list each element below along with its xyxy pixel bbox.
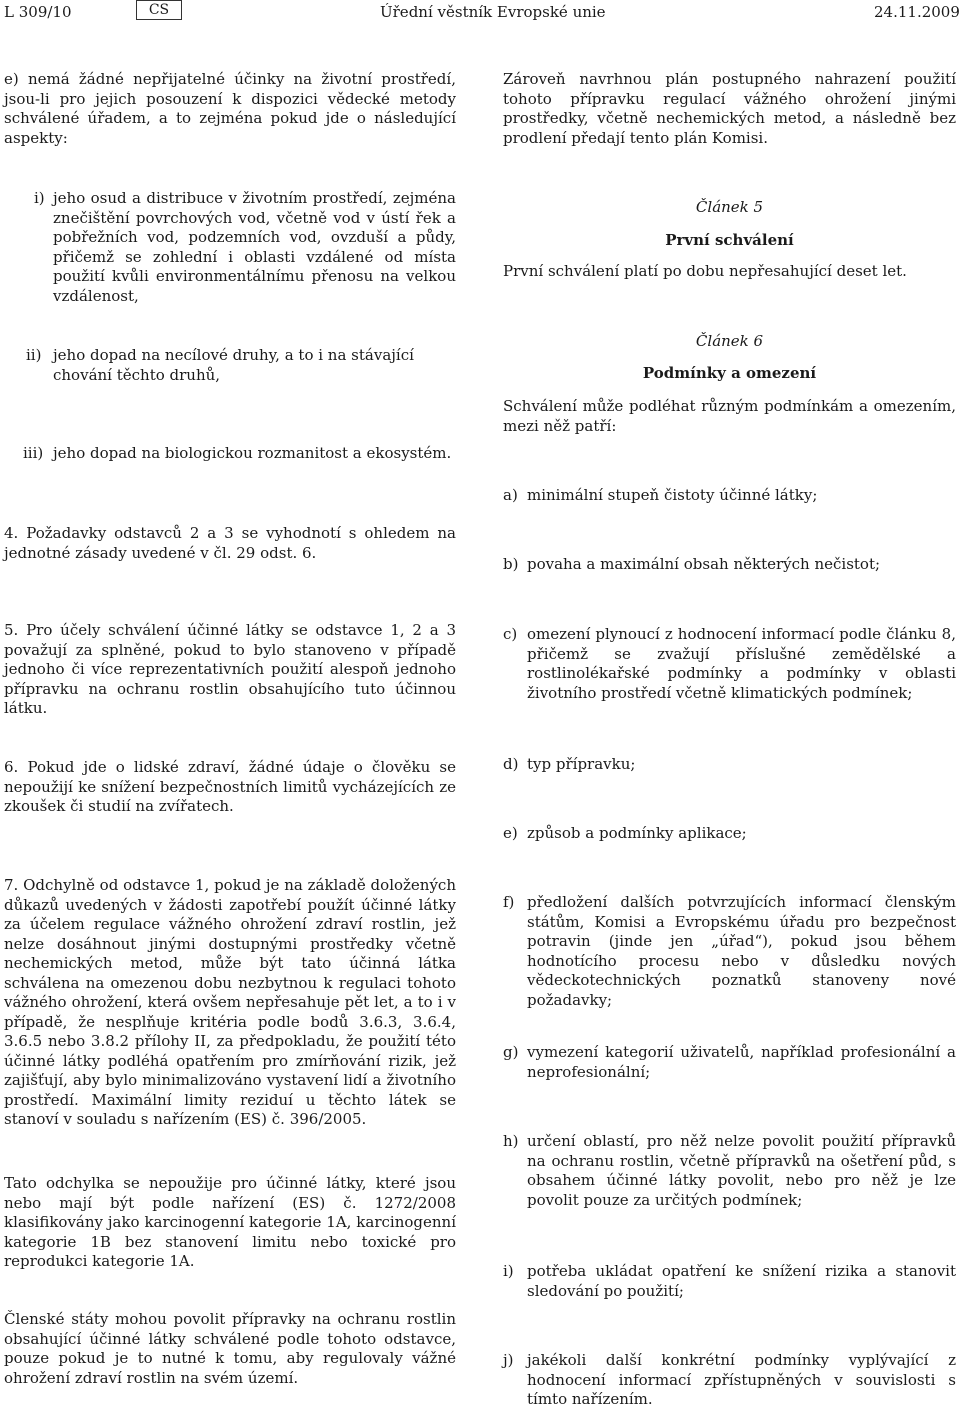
item-f-text: předložení dalších potvrzujících informací členským státům, Komisi a Evropskému úřadu pro bezpečnost potravin (jinde jen „úřad“), pokud jsou během hodnotícího procesu nebo v důsledku nových vědeckotechnických poznatků stanoveny nové požadavky; — [527, 893, 956, 1009]
subpoint-i-text: jeho osud a distribuce v životním prostředí, zejména znečištění povrchových vod, včetně vod v ústí řek a pobřežních vod, podzemních vod, ovzduší a půdy, přičemž se zohlední i oblasti vzdálené od místa použití kvůli environmentálnímu přenosu na velkou vzdálenost, — [53, 189, 456, 305]
subpoint-ii-text: jeho dopad na necílové druhy, a to i na stávající chování těchto druhů, — [53, 346, 414, 384]
article-6-number: Článek 6 — [695, 332, 764, 350]
item-b-text: povaha a maximální obsah některých nečistot; — [527, 555, 881, 573]
point-e-text: nemá žádné nepřijatelné účinky na životní prostředí, jsou-li pro jejich posouzení k dispozici vědecké metody schválené úřadem, a to zejména pokud jde o následující aspekty: — [4, 70, 456, 147]
item-b-label: b) — [503, 555, 519, 573]
item-c-label: c) — [503, 625, 518, 643]
right-intro: Zároveň navrhnou plán postupného nahrazení použití tohoto přípravku regulací vážného ohrožení jinými prostředky, včetně nechemických metod, a následně bez prodlení předají tento plán Komisi. — [503, 70, 956, 147]
subpoint-ii-label: ii) — [26, 346, 42, 364]
paragraph-6: 6. Pokud jde o lidské zdraví, žádné údaje o člověku se nepoužijí ke snížení bezpečnostních limitů vycházejících ze zkoušek či studií na zvířatech. — [4, 758, 456, 815]
page-reference: L 309/10 — [4, 3, 72, 21]
item-h-label: h) — [503, 1132, 519, 1150]
journal-title: Úřední věstník Evropské unie — [380, 3, 606, 21]
item-h-text: určení oblastí, pro něž nelze povolit použití přípravků na ochranu rostlin, včetně přípravků na ošetření půd, s obsahem účinné látky povolit, nebo pro něž je lze povolit pouze za určitých podmínek; — [527, 1132, 956, 1209]
article-6-title: Podmínky a omezení — [642, 364, 817, 382]
paragraph-7: 7. Odchylně od odstavce 1, pokud je na základě doložených důkazů uvedených v žádosti zapotřebí použít účinné látky za účelem regulace vážného ohrožení zdraví rostlin, jež nelze dosáhnout jinými dostupnými prostředky včetně nechemických metod, může být tato účinná látka schválena na omezenou dobu nezbytnou k regulaci tohoto vážného ohrožení, která ovšem nepřesahuje pět let, a to i v případě, že nesplňuje kritéria podle bodů 3.6.3, 3.6.4, 3.6.5 nebo 3.8.2 přílohy II, za předpokladu, že použití této účinné látky podléhá opatřením pro zmírňování rizik, jež zajišťují, aby bylo minimalizováno vystavení lidí a životního prostředí. Maximální limity reziduí u těchto látek se stanoví v souladu s nařízením (ES) č. 396/2005. — [4, 876, 456, 1128]
item-d-label: d) — [503, 755, 519, 773]
item-d-text: typ přípravku; — [527, 755, 636, 773]
item-g-label: g) — [503, 1043, 519, 1061]
article-5-text: První schválení platí po dobu nepřesahující deset let. — [503, 262, 907, 280]
paragraph-5: 5. Pro účely schválení účinné látky se odstavce 1, 2 a 3 považují za splněné, pokud to bylo stanoveno v případě jednoho či více reprezentativních použití alespoň jednoho přípravku na ochranu rostlin obsahujícího tuto účinnou látku. — [4, 621, 456, 717]
subpoint-i-label: i) — [34, 189, 45, 207]
subpoint-iii-label: iii) — [23, 444, 44, 462]
item-e-label: e) — [503, 824, 518, 842]
item-a-text: minimální stupeň čistoty účinné látky; — [527, 486, 818, 504]
publication-date: 24.11.2009 — [874, 3, 960, 21]
article-5-number: Článek 5 — [695, 198, 764, 216]
page-header — [0, 0, 960, 30]
subpoint-iii-text: jeho dopad na biologickou rozmanitost a ekosystém. — [53, 444, 452, 462]
item-e-text: způsob a podmínky aplikace; — [527, 824, 747, 842]
language-badge: CS — [136, 0, 182, 20]
item-a-label: a) — [503, 486, 518, 504]
paragraph-4: 4. Požadavky odstavců 2 a 3 se vyhodnotí s ohledem na jednotné zásady uvedené v čl. 29 odst. 6. — [4, 524, 456, 562]
paragraph-7-exception: Tato odchylka se nepoužije pro účinné látky, které jsou nebo mají být podle nařízení (ES) č. 1272/2008 klasifikovány jako karcinogenní kategorie 1A, karcinogenní kategorie 1B bez stanovení limitu nebo toxické pro reprodukci kategorie 1A. — [4, 1174, 456, 1270]
item-j-label: j) — [503, 1351, 514, 1369]
item-g-text: vymezení kategorií uživatelů, například profesionální a neprofesionální; — [527, 1043, 956, 1081]
item-i-text: potřeba ukládat opatření ke snížení rizika a stanovit sledování po použití; — [527, 1262, 956, 1300]
item-j-text: jakékoli další konkrétní podmínky vyplývající z hodnocení informací zpřístupněných v souvislosti s tímto nařízením. — [527, 1351, 956, 1408]
point-e — [4, 70, 456, 148]
item-i-label: i) — [503, 1262, 514, 1280]
item-c-text: omezení plynoucí z hodnocení informací podle článku 8, přičemž se zvažují příslušné zemědělské a rostlinolékařské podmínky a podmínky v oblasti životního prostředí včetně klimatických podmínek; — [527, 625, 956, 702]
item-f-label: f) — [503, 893, 515, 911]
article-6-text: Schválení může podléhat různým podmínkám a omezením, mezi něž patří: — [503, 397, 956, 435]
article-5-title: První schválení — [665, 231, 794, 249]
point-e-label: e) — [4, 70, 19, 88]
paragraph-7-member-states: Členské státy mohou povolit přípravky na ochranu rostlin obsahující účinné látky schválené podle tohoto odstavce, pouze pokud je to nutné k tomu, aby regulovaly vážné ohrožení zdraví rostlin na svém území. — [4, 1310, 456, 1387]
